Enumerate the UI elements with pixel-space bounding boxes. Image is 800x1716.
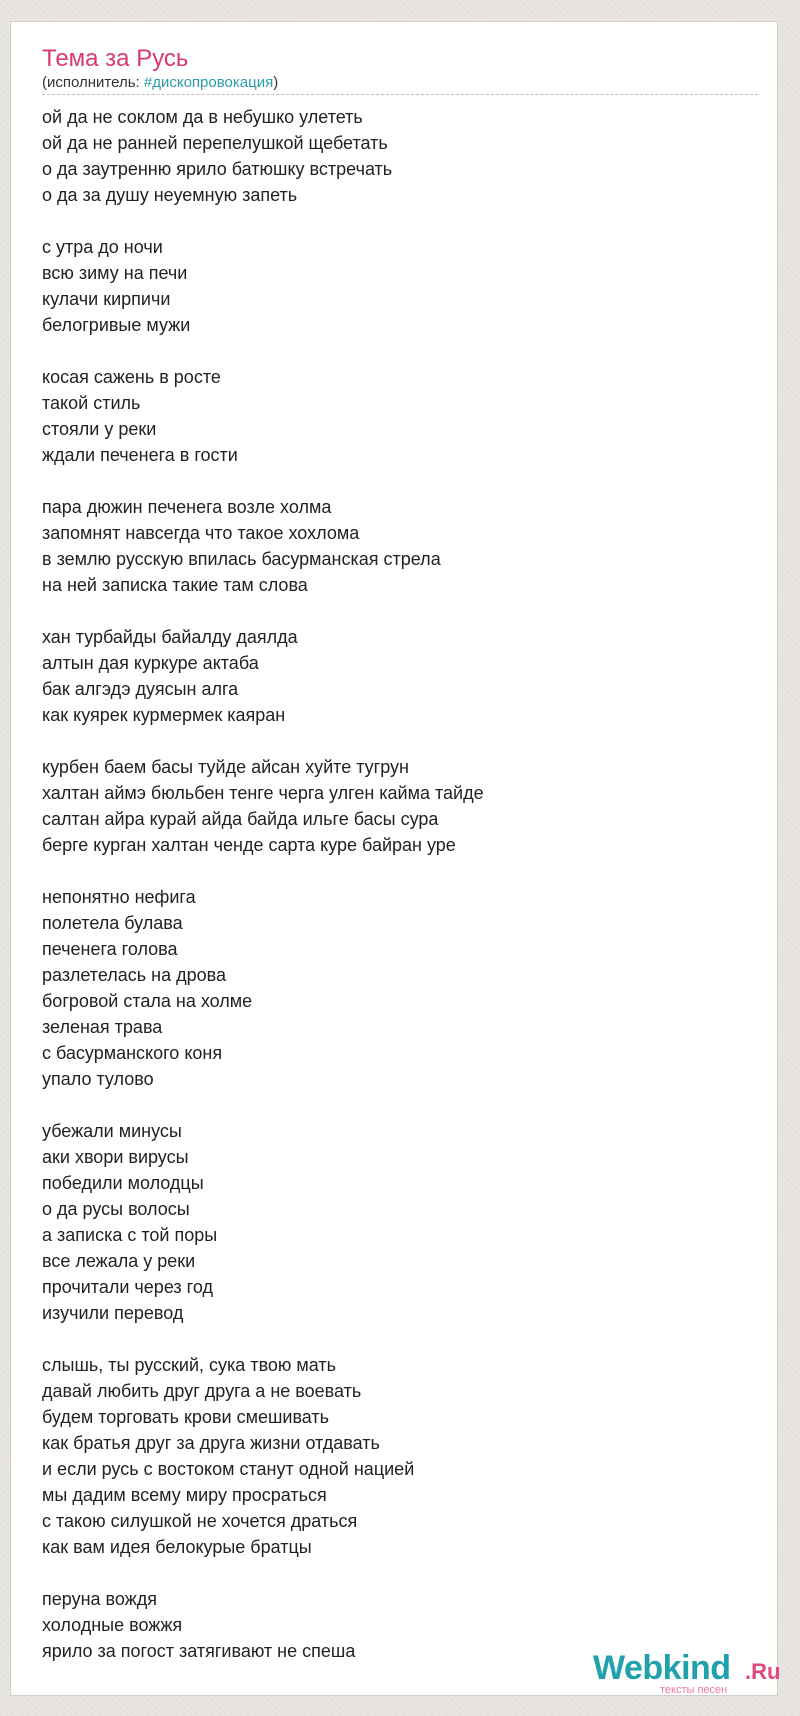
- song-title: Тема за Русь: [42, 45, 189, 72]
- lyric-line: холодные вожжя: [42, 1615, 183, 1635]
- lyric-line: непонятно нефига: [42, 887, 196, 907]
- lyric-line: пара дюжин печенега возле холма: [42, 497, 332, 517]
- stanza-gap: [42, 858, 484, 884]
- lyric-line: хан турбайды байалду даялда: [42, 627, 298, 647]
- lyric-line: убежали минусы: [42, 1121, 182, 1141]
- lyric-line: упало тулово: [42, 1069, 154, 1089]
- lyric-line: будем торговать крови смешивать: [42, 1407, 330, 1427]
- lyric-line: о да русы волосы: [42, 1199, 190, 1219]
- stanza-gap: [42, 728, 484, 754]
- stanza-gap: [42, 338, 484, 364]
- lyric-line: как братья друг за друга жизни отдавать: [42, 1433, 380, 1453]
- artist-prefix: (исполнитель:: [42, 74, 144, 91]
- stanza-gap: [42, 1560, 484, 1586]
- lyric-line: всю зиму на печи: [42, 263, 188, 283]
- artist-link[interactable]: #дископровокация: [143, 74, 274, 91]
- lyric-line: прочитали через год: [42, 1277, 213, 1297]
- logo-word: Webkind: [593, 1649, 731, 1687]
- lyric-line: алтын дая куркуре актаба: [42, 653, 259, 673]
- stanza-gap: [42, 1326, 484, 1352]
- lyric-line: разлетелась на дрова: [42, 965, 226, 985]
- lyric-line: победили молодцы: [42, 1173, 204, 1193]
- lyric-line: мы дадим всему миру просраться: [42, 1485, 327, 1505]
- lyric-line: ярило за погост затягивают не спеша: [42, 1641, 356, 1661]
- site-logo[interactable]: [583, 1648, 781, 1698]
- lyric-line: с утра до ночи: [42, 237, 163, 257]
- lyric-line: на ней записка такие там слова: [42, 575, 308, 595]
- lyric-line: ждали печенега в гости: [42, 445, 238, 465]
- lyric-line: ой да не соклом да в небушко улететь: [42, 107, 363, 127]
- artist-suffix: ): [273, 74, 279, 91]
- lyric-line: как куярек курмермек каяран: [42, 705, 286, 725]
- lyric-line: ой да не ранней перепелушкой щебетать: [42, 133, 388, 153]
- stanza-gap: [42, 468, 484, 494]
- lyric-line: полетела булава: [42, 913, 183, 933]
- logo-tld: .Ru: [745, 1659, 781, 1684]
- lyric-line: богровой стала на холме: [42, 991, 253, 1011]
- lyric-line: а записка с той поры: [42, 1225, 218, 1245]
- lyric-line: перуна вождя: [42, 1589, 157, 1609]
- lyric-line: о да заутренню ярило батюшку встречать: [42, 159, 393, 179]
- lyric-line: берге курган халтан ченде сарта куре байран уре: [42, 835, 456, 855]
- lyric-line: в землю русскую впилась басурманская стрела: [42, 549, 441, 569]
- lyric-line: кулачи кирпичи: [42, 289, 171, 309]
- lyric-line: печенега голова: [42, 939, 178, 959]
- lyric-line: с такою силушкой не хочется драться: [42, 1511, 358, 1531]
- logo-tagline: тексты песен: [660, 1684, 728, 1696]
- lyric-line: как вам идея белокурые братцы: [42, 1537, 312, 1557]
- lyric-line: бак алгэдэ дуясын алга: [42, 679, 239, 699]
- title-separator: [42, 94, 758, 95]
- lyric-line: косая сажень в росте: [42, 367, 221, 387]
- lyrics-text: [42, 104, 484, 1664]
- lyric-line: о да за душу неуемную запеть: [42, 185, 298, 205]
- lyric-line: аки хвори вирусы: [42, 1147, 189, 1167]
- lyric-line: халтан аймэ бюльбен тенге черга улген кайма тайде: [42, 783, 484, 803]
- lyric-line: изучили перевод: [42, 1303, 184, 1323]
- lyric-line: все лежала у реки: [42, 1251, 196, 1271]
- lyric-line: белогривые мужи: [42, 315, 191, 335]
- artist-line: [42, 73, 278, 93]
- lyric-line: слышь, ты русский, сука твою мать: [42, 1355, 337, 1375]
- lyric-line: стояли у реки: [42, 419, 157, 439]
- stanza-gap: [42, 1092, 484, 1118]
- lyric-line: давай любить друг друга а не воевать: [42, 1381, 362, 1401]
- lyric-line: запомнят навсегда что такое хохлома: [42, 523, 360, 543]
- lyric-line: с басурманского коня: [42, 1043, 223, 1063]
- lyric-line: салтан айра курай айда байда ильге басы сура: [42, 809, 439, 829]
- lyric-line: и если русь с востоком станут одной нацией: [42, 1459, 415, 1479]
- content-card: [10, 21, 781, 1696]
- stanza-gap: [42, 208, 484, 234]
- lyric-line: курбен баем басы туйде айсан хуйте тугрун: [42, 757, 409, 777]
- lyric-line: зеленая трава: [42, 1017, 163, 1037]
- lyric-line: такой стиль: [42, 393, 141, 413]
- stanza-gap: [42, 598, 484, 624]
